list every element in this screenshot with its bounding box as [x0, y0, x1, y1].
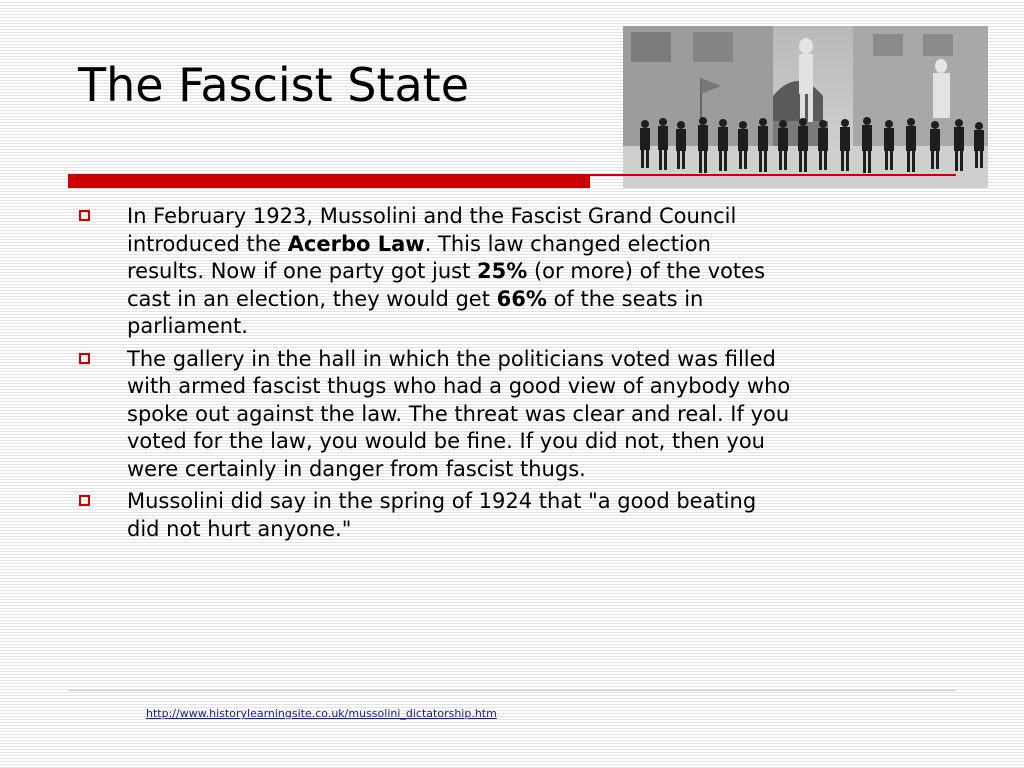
text-run: . This law changed election results. Now if one party got just	[127, 231, 711, 283]
bullet-list	[78, 203, 793, 548]
text-run: Mussolini did say in the spring of 1924 that "a good beating did not hurt anyone."	[127, 489, 757, 541]
text-run: In February 1923, Mussolini and the Fascist Grand Council introduced the	[127, 204, 737, 256]
hollow-square-bullet-icon	[79, 353, 90, 364]
bullet-text	[127, 489, 756, 541]
bullet-item	[78, 488, 793, 543]
hollow-square-bullet-icon	[79, 495, 90, 506]
bullet-item	[78, 346, 793, 484]
source-link[interactable]: http://www.historylearningsite.co.uk/mussolini_dictatorship.htm	[146, 707, 497, 720]
title-underline-thin	[590, 174, 956, 176]
bold-term: 25%	[477, 259, 528, 283]
bullet-text	[127, 347, 790, 481]
historical-photo	[623, 26, 988, 188]
bullet-text	[127, 204, 765, 338]
slide-title: The Fascist State	[78, 58, 470, 112]
bullet-item	[78, 203, 793, 341]
footer-divider	[68, 690, 956, 691]
hollow-square-bullet-icon	[79, 210, 90, 221]
text-run: (or more) of the votes cast in an election, they would get	[127, 259, 766, 311]
text-run: The gallery in the hall in which the politicians voted was filled with armed fascist thugs who had a good view of anybody who spoke out against the law. The threat was clear and real. If you voted for the law, you would be fine. If you did not, then you were certainly in danger from fascist thugs.	[127, 346, 791, 481]
bold-term: 66%	[496, 286, 547, 311]
text-run: of the seats in parliament.	[127, 286, 704, 338]
title-underline-bar	[68, 174, 590, 188]
bold-term: Acerbo Law	[287, 231, 425, 256]
